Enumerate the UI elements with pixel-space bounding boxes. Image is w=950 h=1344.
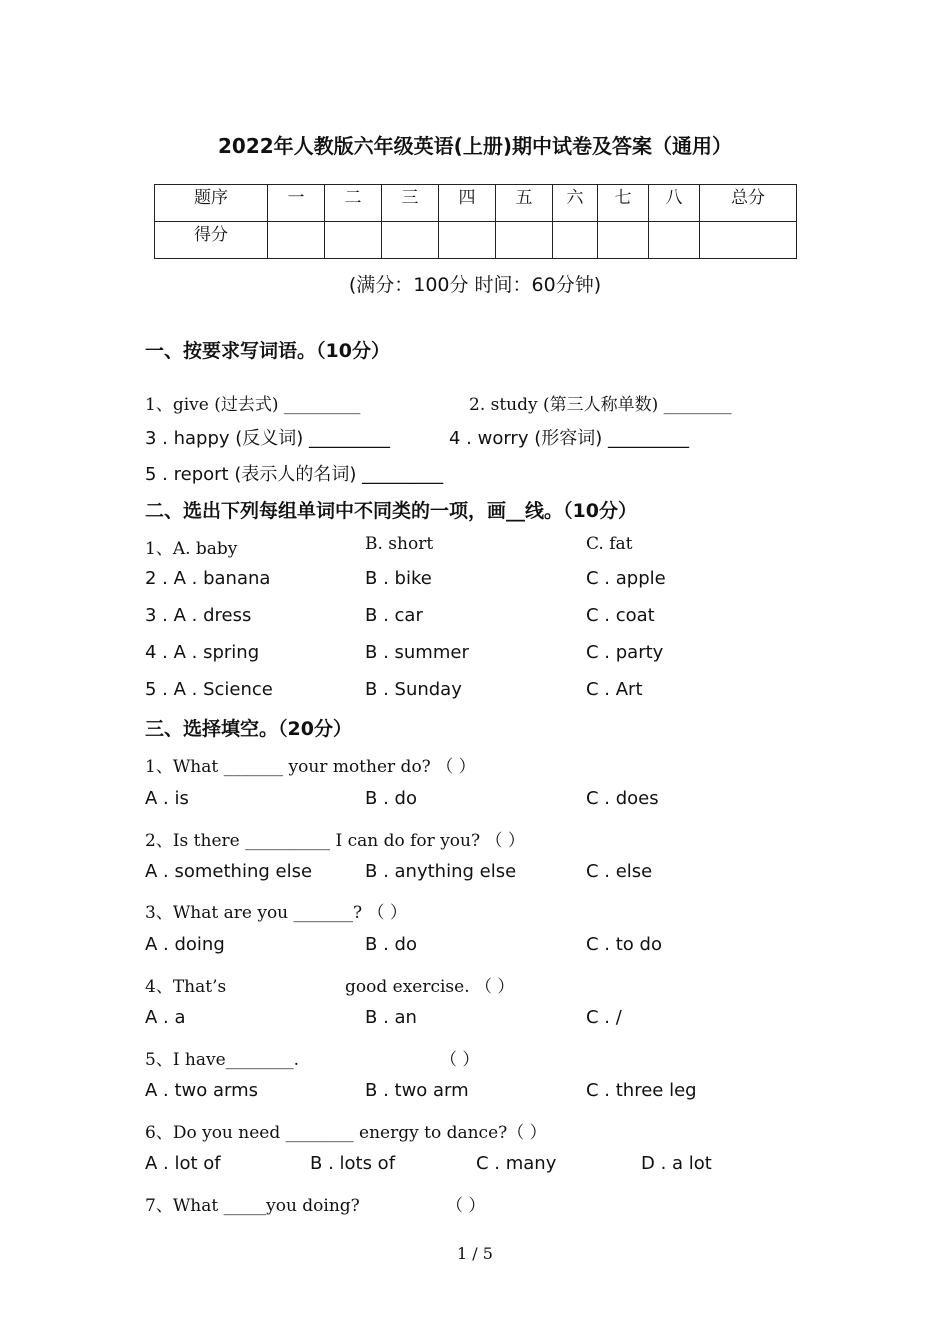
table-cell: 四 — [439, 185, 496, 222]
score-cell[interactable] — [700, 222, 797, 259]
option: 1、A. baby — [145, 539, 238, 559]
table-cell: 八 — [649, 185, 700, 222]
score-cell[interactable] — [439, 222, 496, 259]
option: B . do — [365, 934, 417, 955]
option: C . party — [586, 642, 664, 663]
option: 3 . A . dress — [145, 605, 252, 626]
table-cell: 题序 — [155, 185, 268, 222]
option: C . three leg — [586, 1080, 697, 1101]
question-text: （ ） — [446, 1196, 486, 1216]
option: C . coat — [586, 605, 655, 626]
table-cell: 总分 — [700, 185, 797, 222]
option: B . car — [365, 605, 423, 626]
question-item: 3 . happy (反义词) _________ — [145, 428, 391, 449]
score-cell[interactable] — [325, 222, 382, 259]
option: C . many — [476, 1153, 557, 1174]
table-cell: 七 — [598, 185, 649, 222]
score-table-header-row — [155, 185, 797, 222]
option: A . lot of — [145, 1153, 221, 1174]
score-info: (满分：100分 时间：60分钟) — [348, 274, 602, 296]
option: A . something else — [145, 861, 313, 882]
question-item: 5 . report (表示人的名词) _________ — [145, 464, 444, 485]
section-heading: 三、选择填空。（20分） — [145, 718, 352, 740]
table-cell: 五 — [496, 185, 553, 222]
option: B . lots of — [310, 1153, 396, 1174]
question-item: 1、give (过去式) _________ — [145, 395, 361, 415]
option: A . is — [145, 788, 189, 809]
question-item: 2. study (第三人称单数) ________ — [469, 395, 732, 415]
option: B . Sunday — [365, 679, 462, 700]
score-table-score-row — [155, 222, 797, 259]
option: 4 . A . spring — [145, 642, 260, 663]
table-cell: 二 — [325, 185, 382, 222]
section-heading: 二、选出下列每组单词中不同类的一项，画__线。（10分） — [145, 500, 637, 522]
option: C . to do — [586, 934, 662, 955]
question-text: （ ） — [440, 1050, 480, 1070]
option: B . two arm — [365, 1080, 469, 1101]
question-text: 6、Do you need ________ energy to dance?（ ） — [145, 1123, 547, 1143]
score-cell[interactable] — [496, 222, 553, 259]
option: B . bike — [365, 568, 432, 589]
option: 5 . A . Science — [145, 679, 273, 700]
score-cell[interactable] — [553, 222, 598, 259]
question-text: 3、What are you _______? （ ） — [145, 903, 407, 923]
option: B . summer — [365, 642, 469, 663]
option: B . anything else — [365, 861, 517, 882]
option: A . a — [145, 1007, 186, 1028]
section-heading: 一、按要求写词语。（10分） — [145, 340, 390, 362]
score-cell[interactable] — [598, 222, 649, 259]
question-item: 4 . worry (形容词) _________ — [449, 428, 689, 449]
option: C . / — [586, 1007, 622, 1028]
option: B . do — [365, 788, 417, 809]
question-text: 7、What _____you doing? — [145, 1196, 360, 1216]
option: C . apple — [586, 568, 666, 589]
option: C . Art — [586, 679, 643, 700]
question-text: 4、That’s — [145, 977, 227, 997]
option: A . doing — [145, 934, 225, 955]
option: C . else — [586, 861, 653, 882]
question-text: 2、Is there __________ I can do for you? （ ） — [145, 831, 525, 851]
page-number: 1 / 5 — [457, 1244, 493, 1263]
question-text: 5、I have________. — [145, 1050, 300, 1070]
option: B. short — [365, 534, 434, 554]
option: D . a lot — [641, 1153, 712, 1174]
table-cell: 三 — [382, 185, 439, 222]
score-cell[interactable] — [382, 222, 439, 259]
option: C. fat — [586, 534, 633, 554]
score-cell[interactable] — [268, 222, 325, 259]
table-cell: 得分 — [155, 222, 268, 259]
score-cell[interactable] — [649, 222, 700, 259]
table-cell: 一 — [268, 185, 325, 222]
score-table — [154, 184, 797, 259]
table-cell: 六 — [553, 185, 598, 222]
question-text: good exercise. （ ） — [345, 977, 515, 997]
option: B . an — [365, 1007, 417, 1028]
page-title: 2022年人教版六年级英语(上册)期中试卷及答案（通用） — [218, 134, 732, 158]
option: C . does — [586, 788, 659, 809]
question-text: 1、What _______ your mother do? （ ） — [145, 757, 476, 777]
option: A . two arms — [145, 1080, 259, 1101]
option: 2 . A . banana — [145, 568, 271, 589]
